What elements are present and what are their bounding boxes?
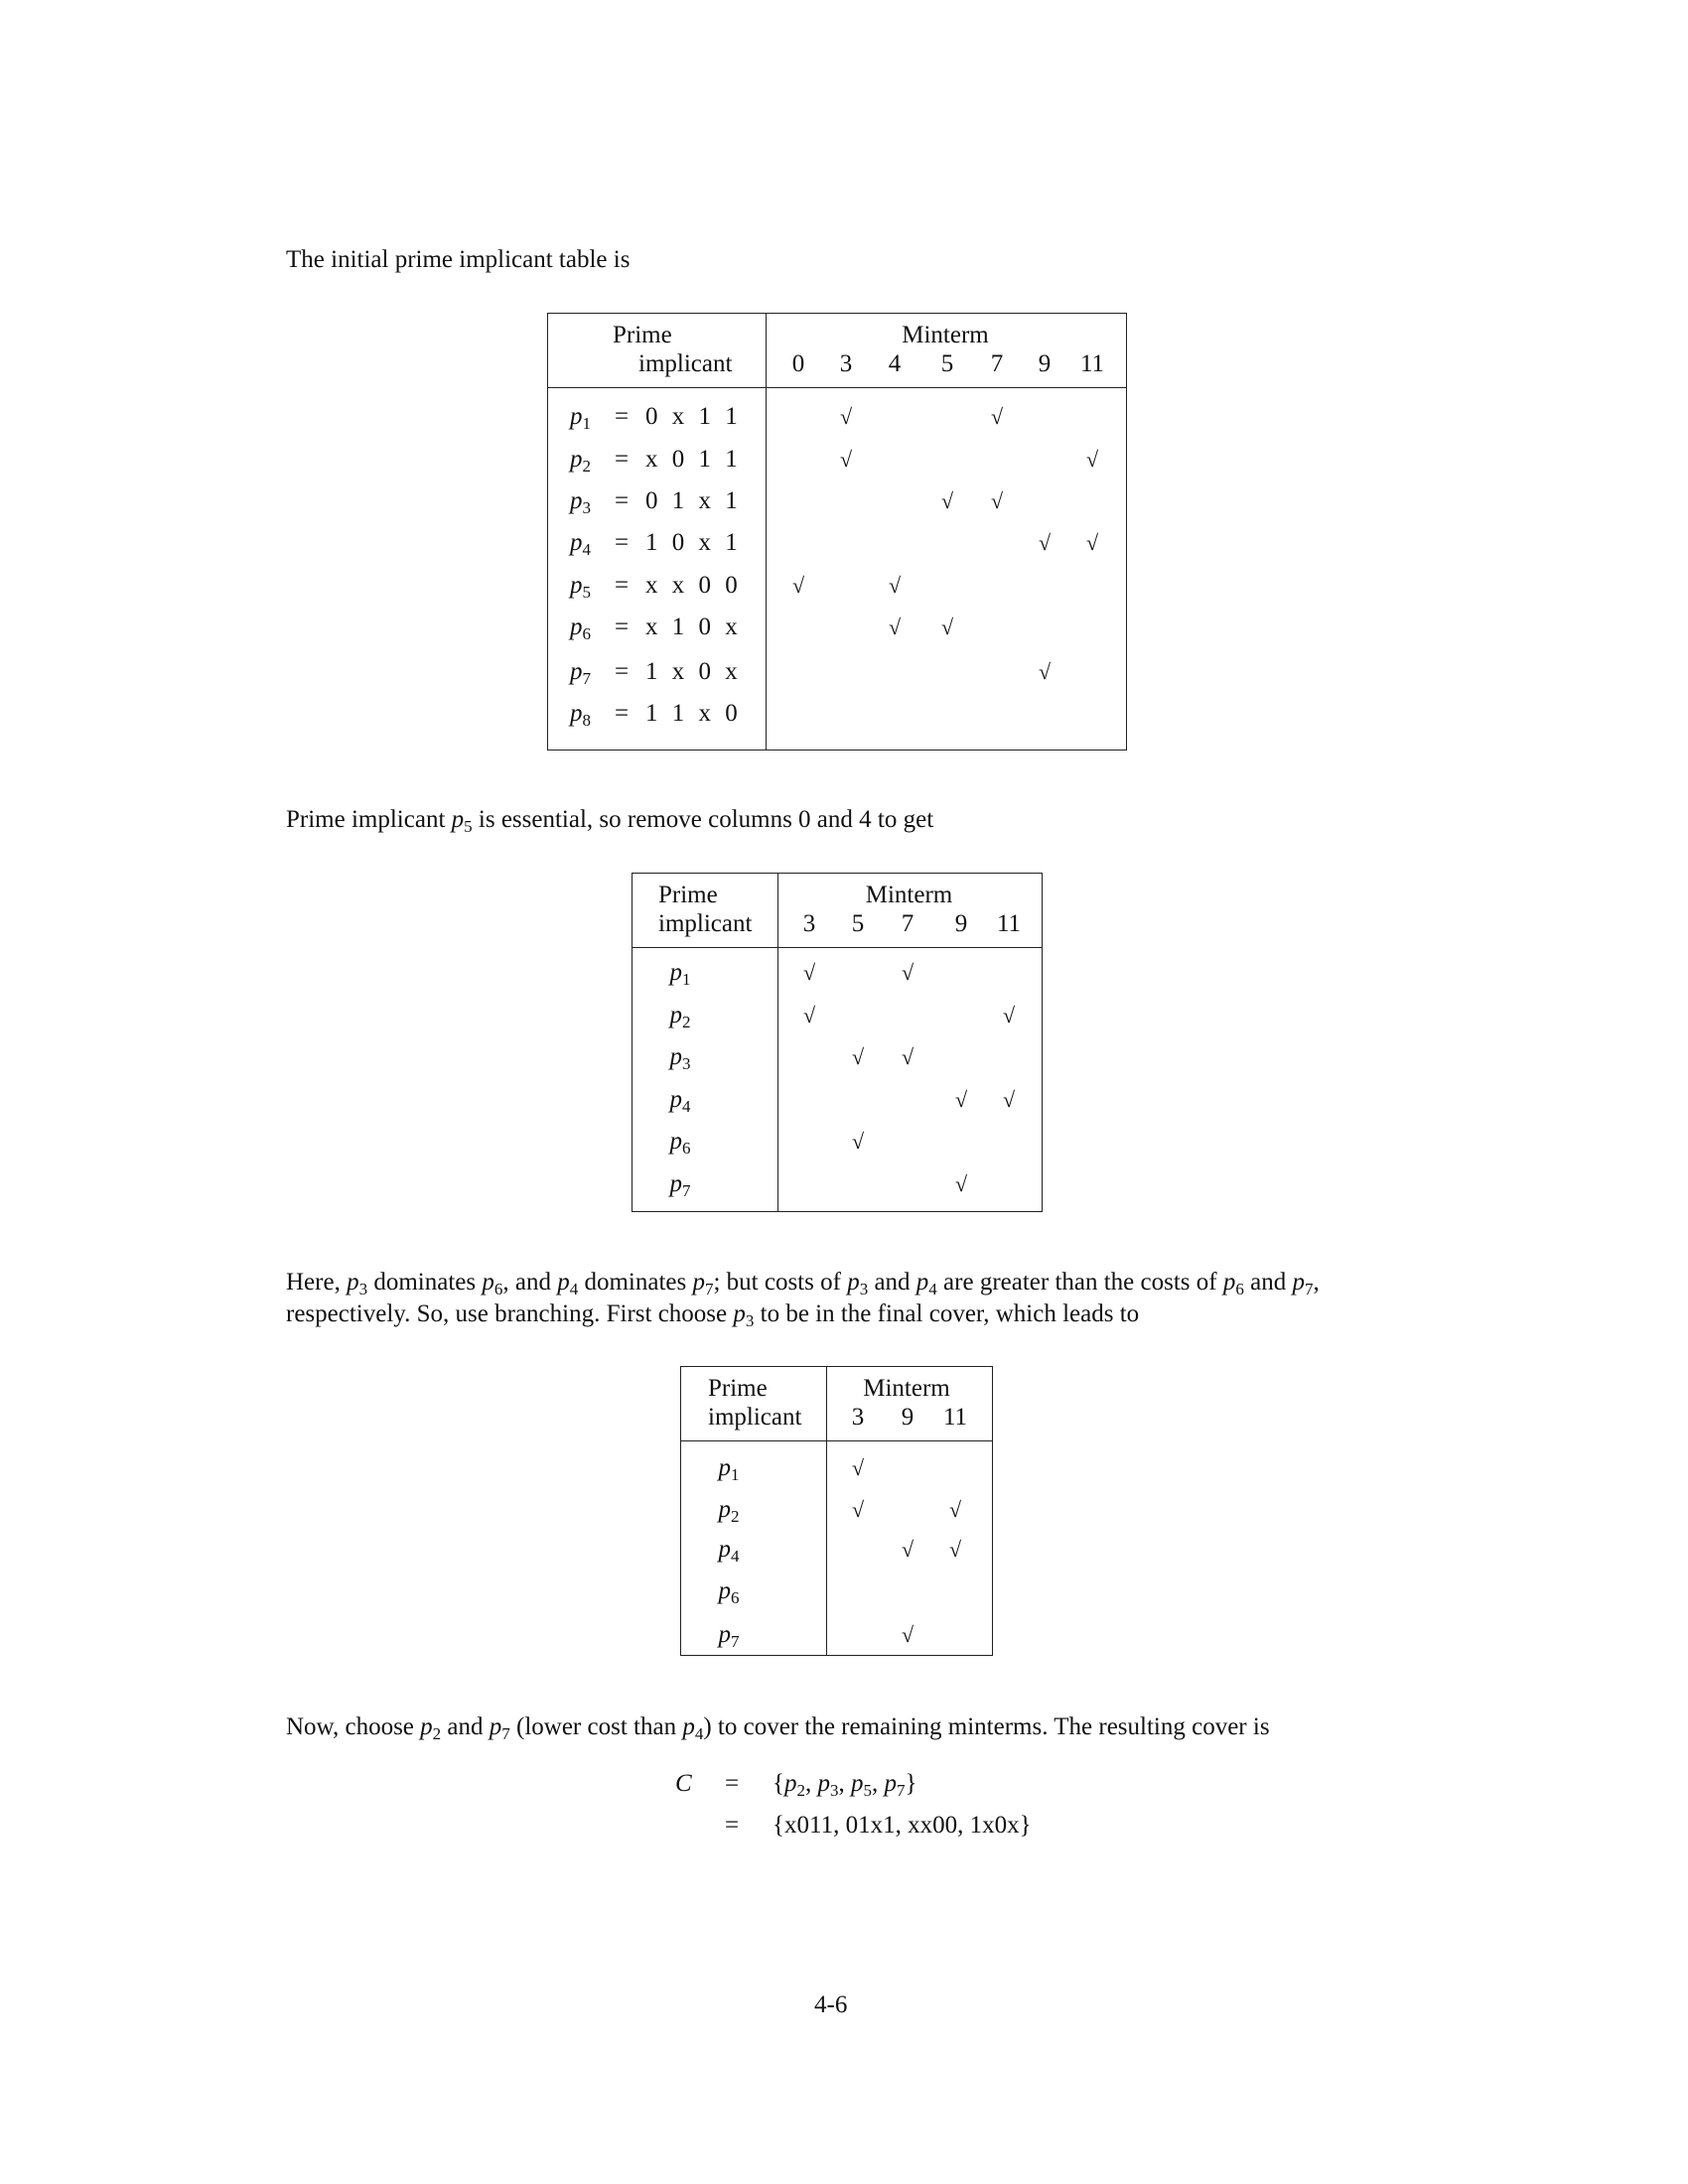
prime-implicant-table-branch: [680, 1366, 993, 1656]
implicant-cube: x x 0 0: [645, 572, 738, 599]
math-subscript: 6: [1235, 1280, 1244, 1298]
equals-sign: =: [615, 446, 630, 473]
equals-sign: =: [615, 614, 630, 640]
math-subscript: 2: [796, 1781, 805, 1800]
implicant-index: 7: [731, 1632, 740, 1651]
text-segment: are greater than the costs of: [936, 1269, 1223, 1296]
implicant-index: 7: [682, 1181, 691, 1200]
math-subscript: 5: [464, 817, 473, 836]
minterm-column-label: 3: [802, 910, 816, 937]
minterm-column-label: 11: [1079, 350, 1105, 377]
implicant-label: [570, 572, 591, 600]
math-subscript: 5: [863, 1781, 872, 1800]
math-subscript: 4: [694, 1724, 704, 1743]
implicant-name: p: [570, 572, 583, 599]
implicant-label: [570, 658, 591, 686]
implicant-name: p: [669, 1170, 682, 1197]
column-divider: [777, 874, 778, 1211]
math-variable: p: [1222, 1269, 1236, 1296]
check-mark: √: [1085, 530, 1099, 555]
math-subscript: 3: [830, 1781, 839, 1800]
math-variable: p: [692, 1269, 705, 1296]
math-variable: p: [420, 1713, 433, 1740]
implicant-name: p: [718, 1496, 731, 1523]
implicant-name: p: [570, 529, 583, 556]
math-variable: p: [489, 1713, 502, 1740]
check-mark: √: [802, 960, 816, 985]
minterm-column-label: 3: [851, 1404, 865, 1431]
paragraph-resulting-cover: [286, 1711, 1270, 1743]
implicant-label: [570, 487, 591, 515]
equals-sign: =: [615, 572, 630, 599]
implicant-index: 5: [582, 583, 591, 602]
math-variable: p: [733, 1300, 746, 1327]
intro-text: The initial prime implicant table is: [286, 246, 631, 273]
text-segment: ) to cover the remaining minterms. The resulting cover is: [703, 1713, 1270, 1740]
math-subscript: 2: [432, 1724, 442, 1743]
implicant-name: p: [570, 658, 583, 685]
check-mark: √: [901, 1044, 914, 1069]
implicant-label: [670, 1170, 691, 1198]
check-mark: √: [901, 1622, 914, 1647]
brace-open: {: [773, 1770, 784, 1797]
equation-equals-2: =: [725, 1812, 740, 1839]
check-mark: √: [990, 404, 1004, 429]
separator: ,: [805, 1770, 818, 1797]
check-mark: √: [802, 1003, 816, 1027]
math-subscript: 3: [859, 1280, 869, 1298]
implicant-label: [670, 1002, 691, 1029]
math-subscript: 6: [493, 1280, 503, 1298]
check-mark: √: [901, 960, 914, 985]
implicant-cube: 0 1 x 1: [645, 487, 738, 514]
implicant-name: p: [718, 1536, 731, 1563]
implicant-index: 6: [682, 1139, 691, 1158]
implicant-name: p: [669, 1128, 682, 1155]
minterm-column-label: 11: [996, 910, 1022, 937]
implicant-label: [570, 700, 591, 728]
equals-sign: =: [615, 700, 630, 727]
paragraph-dominance-line2: [286, 1298, 1139, 1330]
implicant-index: 2: [682, 1013, 691, 1031]
math-variable: p: [851, 1770, 864, 1797]
implicant-name: p: [718, 1577, 731, 1604]
implicant-name: p: [669, 1086, 682, 1113]
paragraph-dominance-line1: [286, 1267, 1320, 1298]
header-divider: [548, 387, 1126, 388]
implicant-label: [670, 1086, 691, 1114]
header-implicant: implicant: [638, 350, 733, 377]
column-divider: [766, 314, 767, 750]
equation-lhs: C: [675, 1770, 692, 1797]
minterm-column-label: 5: [851, 910, 865, 937]
implicant-cube: 1 0 x 1: [645, 529, 738, 556]
text-segment: ,: [1313, 1269, 1320, 1296]
equation-set-cubes: {x011, 01x1, xx00, 1x0x}: [773, 1812, 1032, 1839]
check-mark: √: [791, 573, 805, 598]
implicant-index: 2: [731, 1507, 740, 1526]
math-variable: p: [451, 806, 465, 833]
implicant-name: p: [669, 959, 682, 986]
implicant-label: [719, 1454, 740, 1482]
implicant-label: [670, 959, 691, 987]
implicant-index: 6: [731, 1588, 740, 1607]
equals-sign: =: [615, 487, 630, 514]
text-segment: (lower cost than: [509, 1713, 683, 1740]
check-mark: √: [990, 488, 1004, 513]
header-minterm: Minterm: [902, 322, 989, 348]
prime-implicant-table-initial: [547, 313, 1127, 751]
check-mark: √: [1038, 659, 1052, 684]
implicant-name: p: [570, 487, 583, 514]
equation-equals-1: =: [725, 1770, 740, 1797]
separator: ,: [838, 1770, 851, 1797]
implicant-name: p: [570, 403, 583, 430]
text-segment: to be in the final cover, which leads to: [754, 1300, 1140, 1327]
math-variable: p: [682, 1713, 695, 1740]
header-implicant: implicant: [658, 910, 753, 937]
implicant-cube: x 0 1 1: [645, 446, 738, 473]
equals-sign: =: [615, 529, 630, 556]
check-mark: √: [839, 447, 853, 472]
check-mark: √: [940, 614, 954, 639]
header-minterm: Minterm: [865, 882, 953, 908]
header-prime: Prime: [658, 882, 718, 908]
text-segment: ; but costs of: [713, 1269, 848, 1296]
minterm-column-label: 7: [990, 350, 1004, 377]
math-subscript: 4: [928, 1280, 937, 1298]
check-mark: √: [839, 404, 853, 429]
implicant-index: 1: [731, 1465, 740, 1484]
check-mark: √: [901, 1537, 914, 1562]
math-variable: p: [884, 1770, 897, 1797]
implicant-index: 1: [682, 970, 691, 989]
check-mark: √: [1038, 530, 1052, 555]
implicant-name: p: [718, 1454, 731, 1481]
implicant-index: 8: [582, 711, 591, 730]
math-subscript: 3: [358, 1280, 368, 1298]
implicant-label: [719, 1536, 740, 1564]
implicant-name: p: [669, 1043, 682, 1070]
implicant-index: 3: [582, 498, 591, 517]
check-mark: √: [851, 1497, 865, 1522]
math-subscript: 7: [897, 1781, 906, 1800]
equals-sign: =: [615, 403, 630, 430]
text-segment: , and: [502, 1269, 558, 1296]
check-mark: √: [851, 1129, 865, 1154]
header-minterm: Minterm: [863, 1375, 950, 1402]
math-variable: p: [817, 1770, 830, 1797]
header-prime: Prime: [613, 322, 672, 348]
prime-implicant-table-reduced: [632, 873, 1043, 1212]
math-variable: p: [482, 1269, 494, 1296]
check-mark: √: [1085, 447, 1099, 472]
minterm-column-label: 5: [940, 350, 954, 377]
text-segment: dominates: [367, 1269, 483, 1296]
implicant-cube: x 1 0 x: [645, 614, 738, 640]
implicant-index: 2: [582, 457, 591, 476]
math-subscript: 3: [745, 1311, 755, 1330]
brace-close: }: [905, 1770, 917, 1797]
check-mark: √: [888, 573, 902, 598]
implicant-name: p: [570, 446, 583, 473]
implicant-label: [719, 1577, 740, 1605]
math-subscript: 4: [569, 1280, 579, 1298]
text-segment: and: [868, 1269, 916, 1296]
math-variable: p: [1292, 1269, 1305, 1296]
separator: ,: [872, 1770, 885, 1797]
header-prime: Prime: [708, 1375, 768, 1402]
text-segment: Prime implicant: [286, 806, 452, 833]
minterm-column-label: 7: [901, 910, 914, 937]
math-variable: p: [347, 1269, 359, 1296]
implicant-label: [670, 1128, 691, 1156]
check-mark: √: [954, 1171, 968, 1196]
implicant-index: 1: [582, 414, 591, 433]
implicant-name: p: [718, 1621, 731, 1648]
implicant-cube: 0 x 1 1: [645, 403, 738, 430]
column-divider: [826, 1367, 827, 1655]
implicant-cube: 1 x 0 x: [645, 658, 738, 685]
implicant-index: 6: [582, 624, 591, 643]
math-subscript: 7: [1304, 1280, 1314, 1298]
math-variable: p: [784, 1770, 797, 1797]
implicant-label: [570, 614, 591, 641]
check-mark: √: [954, 1087, 968, 1112]
check-mark: √: [940, 488, 954, 513]
math-subscript: 7: [704, 1280, 714, 1298]
minterm-column-label: 9: [954, 910, 968, 937]
implicant-label: [670, 1043, 691, 1071]
text-segment: and: [1243, 1269, 1293, 1296]
header-implicant: implicant: [708, 1404, 802, 1431]
implicant-label: [719, 1621, 740, 1649]
check-mark: √: [948, 1537, 962, 1562]
text-segment: is essential, so remove columns 0 and 4 to get: [472, 806, 934, 833]
implicant-index: 4: [582, 540, 591, 559]
text-segment: dominates: [578, 1269, 693, 1296]
implicant-cube: 1 1 x 0: [645, 700, 738, 727]
text-segment: and: [441, 1713, 490, 1740]
text-segment: Here,: [286, 1269, 348, 1296]
implicant-name: p: [570, 700, 583, 727]
paragraph-essential: [286, 804, 933, 836]
implicant-label: [719, 1496, 740, 1524]
header-divider: [681, 1440, 992, 1441]
math-variable: p: [915, 1269, 929, 1296]
check-mark: √: [948, 1497, 962, 1522]
equation-set-implicants: [773, 1770, 917, 1798]
check-mark: √: [851, 1455, 865, 1480]
math-variable: p: [557, 1269, 570, 1296]
page-number: 4-6: [814, 1991, 848, 2018]
minterm-column-label: 4: [888, 350, 902, 377]
implicant-name: p: [570, 614, 583, 640]
text-segment: Now, choose: [286, 1713, 421, 1740]
implicant-index: 3: [682, 1054, 691, 1073]
minterm-column-label: 9: [901, 1404, 914, 1431]
implicant-index: 7: [582, 669, 591, 688]
math-subscript: 7: [501, 1724, 510, 1743]
equals-sign: =: [615, 658, 630, 685]
header-divider: [633, 947, 1042, 948]
check-mark: √: [851, 1044, 865, 1069]
minterm-column-label: 11: [942, 1404, 968, 1431]
math-variable: p: [847, 1269, 860, 1296]
minterm-column-label: 0: [791, 350, 805, 377]
check-mark: √: [888, 614, 902, 639]
minterm-column-label: 9: [1038, 350, 1052, 377]
check-mark: √: [1002, 1003, 1016, 1027]
implicant-label: [570, 529, 591, 557]
implicant-label: [570, 446, 591, 474]
implicant-index: 4: [731, 1547, 740, 1566]
check-mark: √: [1002, 1087, 1016, 1112]
implicant-name: p: [669, 1002, 682, 1028]
text-segment: respectively. So, use branching. First choose: [286, 1300, 734, 1327]
implicant-index: 4: [682, 1097, 691, 1116]
implicant-label: [570, 403, 591, 431]
minterm-column-label: 3: [839, 350, 853, 377]
